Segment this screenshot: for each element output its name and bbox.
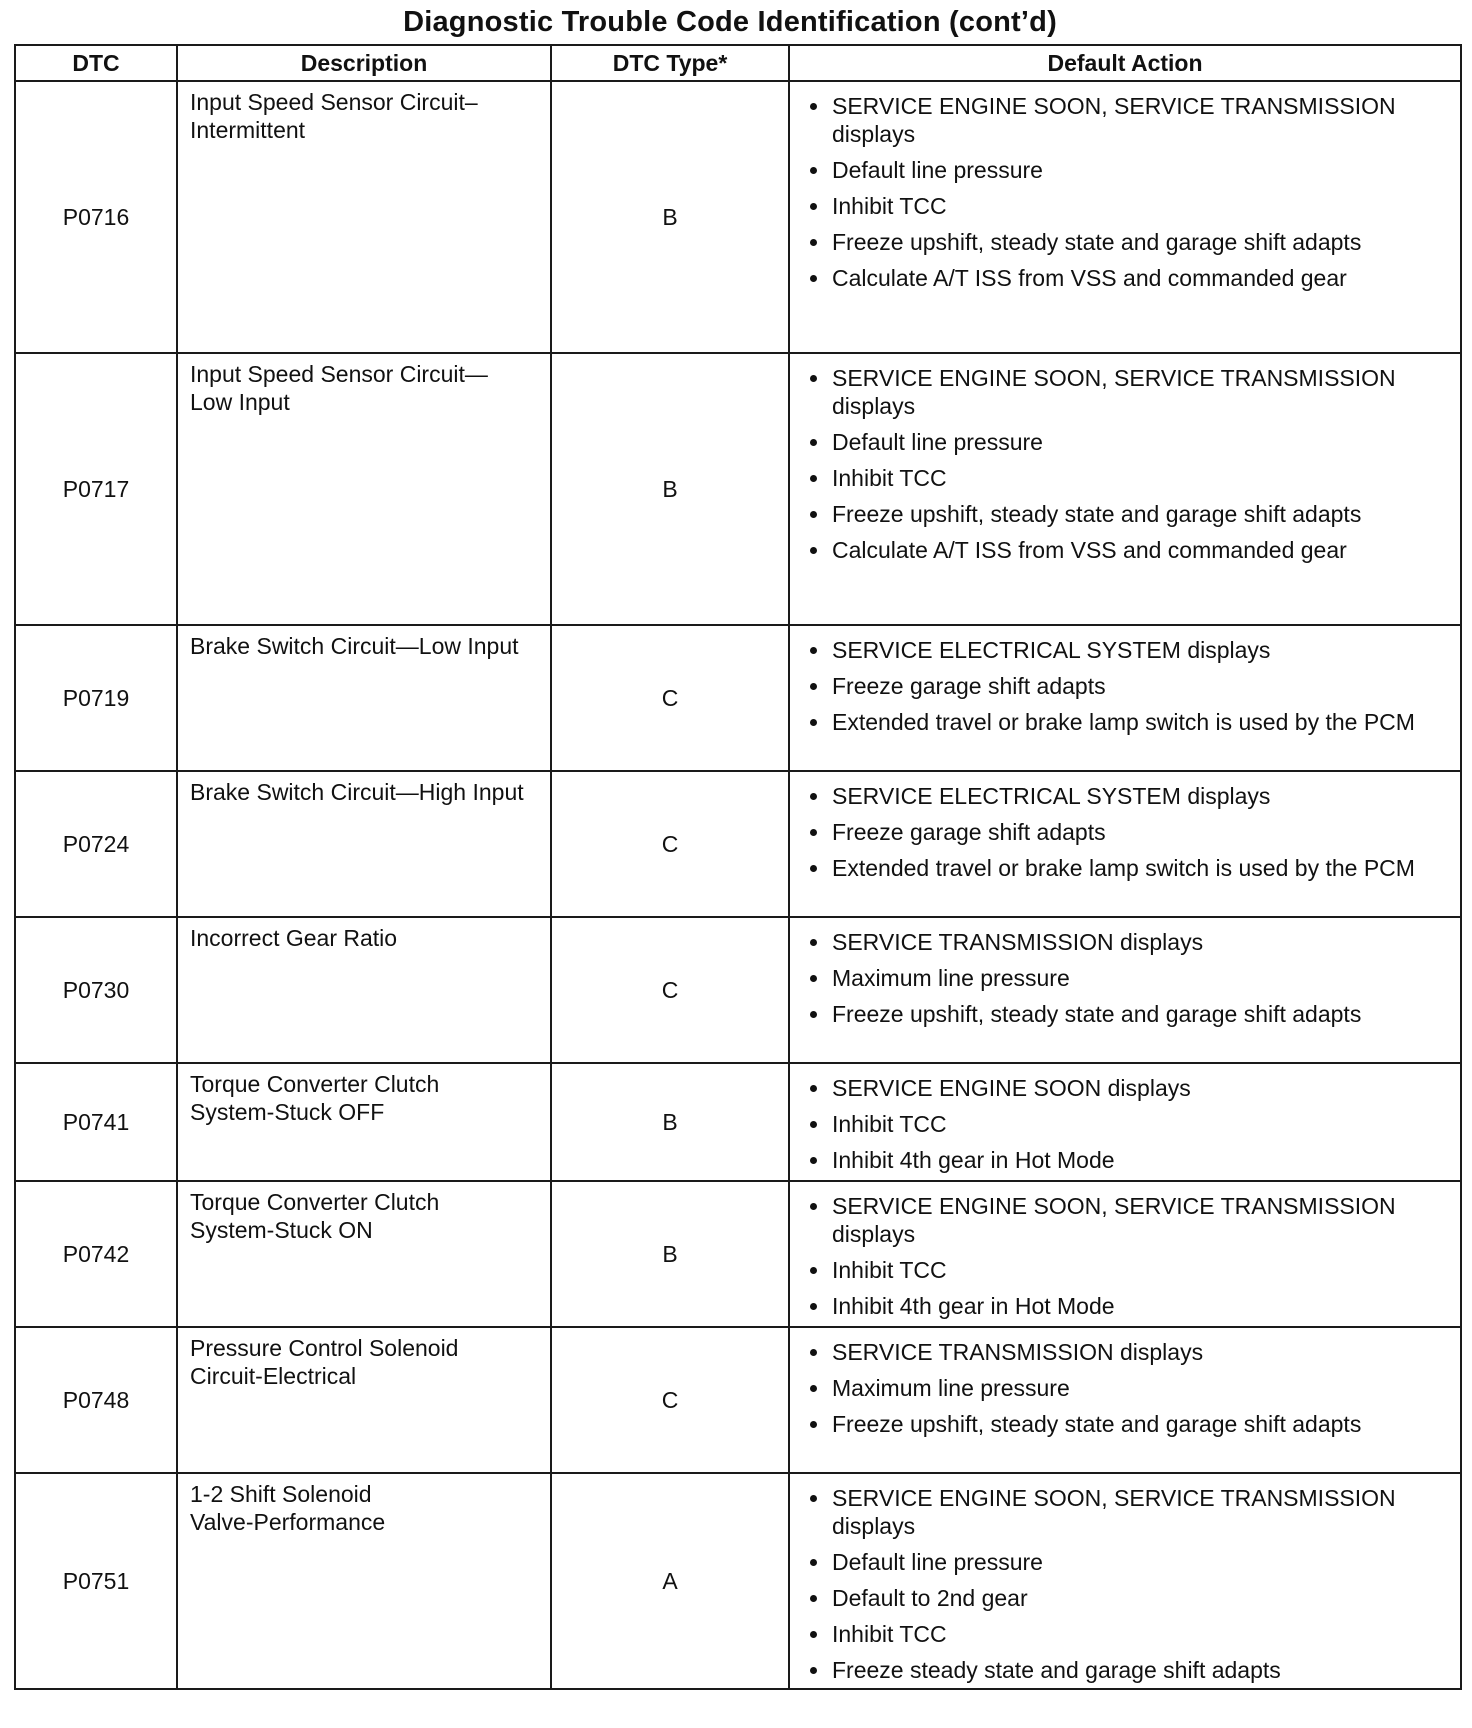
default-action-list — [808, 1192, 1450, 1320]
default-action-cell — [789, 1473, 1461, 1689]
table-row — [15, 1473, 1461, 1689]
dtc-code: P0716 — [15, 81, 177, 353]
default-action-text: Calculate A/T ISS from VSS and commanded gear — [832, 265, 1347, 291]
description-cell — [177, 625, 551, 771]
table-row — [15, 353, 1461, 625]
table-row — [15, 1063, 1461, 1181]
default-action-text: Maximum line pressure — [832, 965, 1070, 991]
dtc-description: Input Speed Sensor Circuit– Intermittent — [190, 89, 478, 143]
bullet-icon — [810, 275, 817, 282]
table-row — [15, 625, 1461, 771]
default-action-text: Extended travel or brake lamp switch is used by the PCM — [832, 855, 1415, 881]
description-cell — [177, 1181, 551, 1327]
default-action-text: SERVICE ENGINE SOON, SERVICE TRANSMISSION displays — [832, 1193, 1396, 1247]
default-action-text: SERVICE ENGINE SOON displays — [832, 1075, 1191, 1101]
default-action-text: Freeze upshift, steady state and garage shift adapts — [832, 501, 1362, 527]
default-action-list — [808, 92, 1450, 292]
list-item — [808, 1338, 1450, 1366]
description-cell — [177, 81, 551, 353]
default-action-text: SERVICE ELECTRICAL SYSTEM displays — [832, 637, 1271, 663]
table-body — [15, 81, 1461, 1689]
default-action-text: Default line pressure — [832, 429, 1043, 455]
default-action-text: SERVICE ELECTRICAL SYSTEM displays — [832, 783, 1271, 809]
dtc-type: B — [551, 1063, 789, 1181]
bullet-icon — [810, 1495, 817, 1502]
dtc-type: C — [551, 625, 789, 771]
list-item — [808, 1192, 1450, 1248]
bullet-icon — [810, 793, 817, 800]
bullet-icon — [810, 167, 817, 174]
bullet-icon — [810, 547, 817, 554]
dtc-description: Incorrect Gear Ratio — [190, 925, 398, 951]
default-action-text: Default line pressure — [832, 157, 1043, 183]
dtc-code: P0724 — [15, 771, 177, 917]
default-action-text: Inhibit TCC — [832, 1111, 947, 1137]
default-action-text: SERVICE ENGINE SOON, SERVICE TRANSMISSION displays — [832, 365, 1396, 419]
list-item — [808, 364, 1450, 420]
dtc-code: P0751 — [15, 1473, 177, 1689]
list-item — [808, 782, 1450, 810]
table-header-row — [15, 45, 1461, 81]
bullet-icon — [810, 1349, 817, 1356]
default-action-text: Inhibit TCC — [832, 1257, 947, 1283]
list-item — [808, 1584, 1450, 1612]
description-cell — [177, 1473, 551, 1689]
list-item — [808, 1656, 1450, 1684]
list-item — [808, 818, 1450, 846]
dtc-code: P0717 — [15, 353, 177, 625]
list-item — [808, 428, 1450, 456]
list-item — [808, 192, 1450, 220]
default-action-text: Inhibit TCC — [832, 1621, 947, 1647]
dtc-code: P0741 — [15, 1063, 177, 1181]
default-action-text: SERVICE TRANSMISSION displays — [832, 1339, 1204, 1365]
table-row — [15, 771, 1461, 917]
bullet-icon — [810, 511, 817, 518]
bullet-icon — [810, 1011, 817, 1018]
list-item — [808, 1256, 1450, 1284]
default-action-list — [808, 364, 1450, 564]
bullet-icon — [810, 975, 817, 982]
dtc-code: P0748 — [15, 1327, 177, 1473]
list-item — [808, 928, 1450, 956]
dtc-description: 1-2 Shift Solenoid Valve-Performance — [190, 1481, 386, 1535]
list-item — [808, 672, 1450, 700]
list-item — [808, 536, 1450, 564]
default-action-text: Extended travel or brake lamp switch is used by the PCM — [832, 709, 1415, 735]
default-action-text: Default line pressure — [832, 1549, 1043, 1575]
bullet-icon — [810, 375, 817, 382]
dtc-description: Pressure Control Solenoid Circuit-Electrical — [190, 1335, 459, 1389]
dtc-type: B — [551, 353, 789, 625]
default-action-text: Inhibit TCC — [832, 465, 947, 491]
list-item — [808, 1548, 1450, 1576]
default-action-cell — [789, 1181, 1461, 1327]
list-item — [808, 1410, 1450, 1438]
list-item — [808, 464, 1450, 492]
list-item — [808, 1374, 1450, 1402]
bullet-icon — [810, 719, 817, 726]
bullet-icon — [810, 865, 817, 872]
default-action-text: Freeze steady state and garage shift adapts — [832, 1657, 1281, 1683]
default-action-text: Calculate A/T ISS from VSS and commanded gear — [832, 537, 1347, 563]
dtc-description: Torque Converter Clutch System-Stuck OFF — [190, 1071, 440, 1125]
default-action-list — [808, 1484, 1450, 1684]
default-action-cell — [789, 1327, 1461, 1473]
bullet-icon — [810, 1595, 817, 1602]
header-default-action: Default Action — [789, 45, 1461, 81]
bullet-icon — [810, 939, 817, 946]
header-dtc: DTC — [15, 45, 177, 81]
list-item — [808, 1074, 1450, 1102]
bullet-icon — [810, 1559, 817, 1566]
dtc-type: C — [551, 771, 789, 917]
bullet-icon — [810, 203, 817, 210]
dtc-type: B — [551, 1181, 789, 1327]
page-title: Diagnostic Trouble Code Identification (cont’d) — [403, 6, 1057, 38]
bullet-icon — [810, 1421, 817, 1428]
bullet-icon — [810, 1157, 817, 1164]
bullet-icon — [810, 683, 817, 690]
list-item — [808, 92, 1450, 148]
dtc-description: Brake Switch Circuit—Low Input — [190, 633, 519, 659]
default-action-text: Maximum line pressure — [832, 1375, 1070, 1401]
default-action-text: Default to 2nd gear — [832, 1585, 1028, 1611]
list-item — [808, 1110, 1450, 1138]
dtc-type: C — [551, 917, 789, 1063]
bullet-icon — [810, 239, 817, 246]
default-action-cell — [789, 625, 1461, 771]
dtc-code: P0742 — [15, 1181, 177, 1327]
list-item — [808, 1484, 1450, 1540]
table-row — [15, 917, 1461, 1063]
description-cell — [177, 917, 551, 1063]
list-item — [808, 500, 1450, 528]
default-action-text: Inhibit 4th gear in Hot Mode — [832, 1147, 1115, 1173]
bullet-icon — [810, 1667, 817, 1674]
default-action-list — [808, 1338, 1450, 1438]
description-cell — [177, 1063, 551, 1181]
default-action-cell — [789, 1063, 1461, 1181]
header-dtc-type: DTC Type* — [551, 45, 789, 81]
list-item — [808, 228, 1450, 256]
bullet-icon — [810, 1303, 817, 1310]
table-row — [15, 1327, 1461, 1473]
bullet-icon — [810, 829, 817, 836]
dtc-description: Brake Switch Circuit—High Input — [190, 779, 524, 805]
default-action-text: Freeze upshift, steady state and garage shift adapts — [832, 229, 1362, 255]
bullet-icon — [810, 1267, 817, 1274]
bullet-icon — [810, 647, 817, 654]
default-action-text: Freeze garage shift adapts — [832, 819, 1106, 845]
default-action-text: Freeze upshift, steady state and garage shift adapts — [832, 1411, 1362, 1437]
default-action-text: Freeze garage shift adapts — [832, 673, 1106, 699]
default-action-cell — [789, 917, 1461, 1063]
bullet-icon — [810, 1385, 817, 1392]
bullet-icon — [810, 439, 817, 446]
list-item — [808, 854, 1450, 882]
list-item — [808, 964, 1450, 992]
bullet-icon — [810, 1631, 817, 1638]
default-action-cell — [789, 353, 1461, 625]
dtc-table — [14, 44, 1462, 1690]
dtc-type: A — [551, 1473, 789, 1689]
bullet-icon — [810, 1203, 817, 1210]
bullet-icon — [810, 1085, 817, 1092]
default-action-list — [808, 928, 1450, 1028]
list-item — [808, 708, 1450, 736]
dtc-type: B — [551, 81, 789, 353]
list-item — [808, 1292, 1450, 1320]
header-description: Description — [177, 45, 551, 81]
list-item — [808, 156, 1450, 184]
description-cell — [177, 771, 551, 917]
default-action-text: SERVICE TRANSMISSION displays — [832, 929, 1204, 955]
list-item — [808, 636, 1450, 664]
table-row — [15, 81, 1461, 353]
bullet-icon — [810, 475, 817, 482]
default-action-list — [808, 782, 1450, 882]
list-item — [808, 1000, 1450, 1028]
default-action-cell — [789, 81, 1461, 353]
bullet-icon — [810, 103, 817, 110]
description-cell — [177, 353, 551, 625]
default-action-text: Inhibit TCC — [832, 193, 947, 219]
default-action-list — [808, 636, 1450, 736]
list-item — [808, 264, 1450, 292]
table-row — [15, 1181, 1461, 1327]
default-action-cell — [789, 771, 1461, 917]
default-action-text: Freeze upshift, steady state and garage shift adapts — [832, 1001, 1362, 1027]
bullet-icon — [810, 1121, 817, 1128]
list-item — [808, 1146, 1450, 1174]
list-item — [808, 1620, 1450, 1648]
default-action-text: SERVICE ENGINE SOON, SERVICE TRANSMISSION displays — [832, 1485, 1396, 1539]
dtc-code: P0730 — [15, 917, 177, 1063]
dtc-type: C — [551, 1327, 789, 1473]
description-cell — [177, 1327, 551, 1473]
default-action-text: Inhibit 4th gear in Hot Mode — [832, 1293, 1115, 1319]
dtc-description: Input Speed Sensor Circuit— Low Input — [190, 361, 488, 415]
default-action-text: SERVICE ENGINE SOON, SERVICE TRANSMISSION displays — [832, 93, 1396, 147]
dtc-description: Torque Converter Clutch System-Stuck ON — [190, 1189, 440, 1243]
dtc-code: P0719 — [15, 625, 177, 771]
default-action-list — [808, 1074, 1450, 1174]
